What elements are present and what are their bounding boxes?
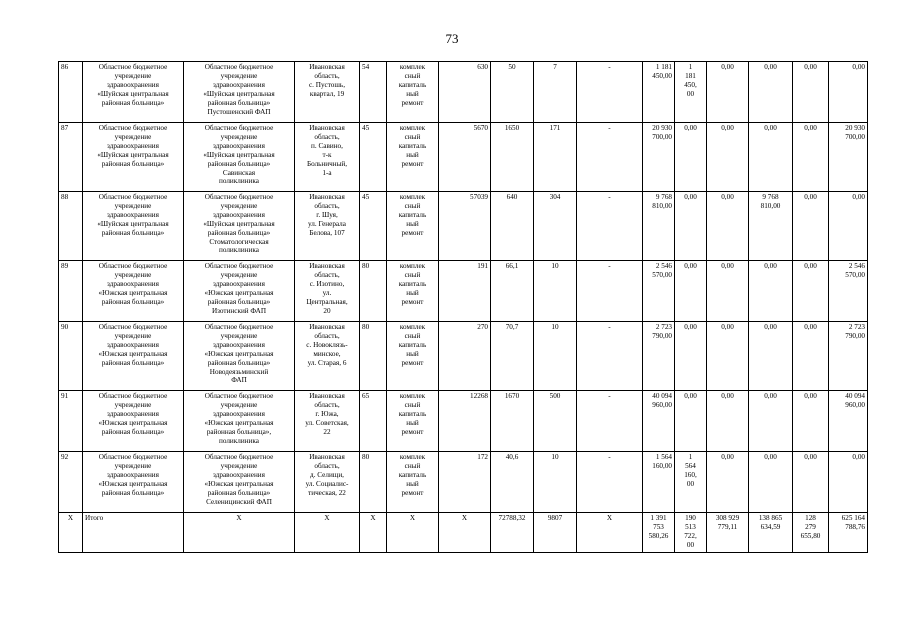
- table-row: [59, 322, 868, 391]
- row-number: 86: [59, 62, 83, 123]
- value-cell: 40,6: [491, 452, 534, 513]
- value-cell: 1650: [491, 123, 534, 192]
- own-funds-cell: 20 930 700,00: [829, 123, 868, 192]
- regional-cell: 9 768 810,00: [749, 192, 793, 261]
- area-cell: 191: [439, 261, 491, 322]
- row-number: X: [59, 513, 83, 553]
- row-number: 91: [59, 391, 83, 452]
- wear-cell: 45: [360, 192, 387, 261]
- value-cell: 10: [534, 322, 577, 391]
- object-cell: Областное бюджетное учреждение здравоохранения «Южская центральная районная больница» Изотинский ФАП: [184, 261, 295, 322]
- wear-cell: X: [360, 513, 387, 553]
- wear-cell: 80: [360, 322, 387, 391]
- owner-cell: Областное бюджетное учреждение здравоохранения «Южская центральная районная больница»: [83, 391, 184, 452]
- fund-cell: 1 181 450, 00: [675, 62, 707, 123]
- value-cell: 10: [534, 261, 577, 322]
- table-row: [59, 391, 868, 452]
- regional-cell: 0,00: [749, 452, 793, 513]
- object-cell: Областное бюджетное учреждение здравоохранения «Шуйская центральная районная больница» Стоматологическая поликлиника: [184, 192, 295, 261]
- municipal-cell: 0,00: [793, 123, 829, 192]
- address-cell: Ивановская область, п. Савино, т-к Больничный, 1-а: [295, 123, 360, 192]
- value-cell: 50: [491, 62, 534, 123]
- address-cell: X: [295, 513, 360, 553]
- value-cell: -: [577, 322, 643, 391]
- value-cell: -: [577, 391, 643, 452]
- municipal-cell: 0,00: [793, 391, 829, 452]
- address-cell: Ивановская область, с. Изотино, ул. Центральная, 20: [295, 261, 360, 322]
- total-cost-cell: 1 564 160,00: [643, 452, 675, 513]
- municipal-cell: 128 279 655,80: [793, 513, 829, 553]
- value-cell: -: [577, 192, 643, 261]
- table-row: [59, 452, 868, 513]
- row-number: 89: [59, 261, 83, 322]
- object-cell: X: [184, 513, 295, 553]
- value-cell: 7: [534, 62, 577, 123]
- own-funds-cell: 40 094 960,00: [829, 391, 868, 452]
- table-row: [59, 192, 868, 261]
- fund-cell: 0,00: [675, 391, 707, 452]
- address-cell: Ивановская область, с. Новоклязь- минское, ул. Старая, 6: [295, 322, 360, 391]
- own-funds-cell: 625 164 788,76: [829, 513, 868, 553]
- total-cost-cell: 1 391 753 580,26: [643, 513, 675, 553]
- owner-cell: Областное бюджетное учреждение здравоохранения «Южская центральная районная больница»: [83, 261, 184, 322]
- page-number: 73: [445, 31, 459, 46]
- work-type-cell: комплек сный капиталь ный ремонт: [387, 123, 439, 192]
- federal-cell: 0,00: [707, 62, 749, 123]
- own-funds-cell: 0,00: [829, 452, 868, 513]
- object-cell: Областное бюджетное учреждение здравоохранения «Южская центральная районная больница» Селеницинский ФАП: [184, 452, 295, 513]
- municipal-cell: 0,00: [793, 62, 829, 123]
- area-cell: 270: [439, 322, 491, 391]
- row-number: 87: [59, 123, 83, 192]
- total-cost-cell: 9 768 810,00: [643, 192, 675, 261]
- row-number: 92: [59, 452, 83, 513]
- fund-cell: 0,00: [675, 123, 707, 192]
- federal-cell: 308 929 779,11: [707, 513, 749, 553]
- regional-cell: 138 865 634,59: [749, 513, 793, 553]
- row-number: 88: [59, 192, 83, 261]
- total-cost-cell: 20 930 700,00: [643, 123, 675, 192]
- wear-cell: 54: [360, 62, 387, 123]
- own-funds-cell: 2 723 790,00: [829, 322, 868, 391]
- owner-cell: Областное бюджетное учреждение здравоохранения «Южская центральная районная больница»: [83, 322, 184, 391]
- fund-cell: 190 513 722, 00: [675, 513, 707, 553]
- federal-cell: 0,00: [707, 391, 749, 452]
- address-cell: Ивановская область, с. Пустошь, квартал, 19: [295, 62, 360, 123]
- federal-cell: 0,00: [707, 123, 749, 192]
- owner-cell: Областное бюджетное учреждение здравоохранения «Шуйская центральная районная больница»: [83, 62, 184, 123]
- address-cell: Ивановская область, д. Селищи, ул. Социалис- тическая, 22: [295, 452, 360, 513]
- value-cell: X: [577, 513, 643, 553]
- municipal-cell: 0,00: [793, 452, 829, 513]
- federal-cell: 0,00: [707, 192, 749, 261]
- value-cell: 1670: [491, 391, 534, 452]
- wear-cell: 80: [360, 452, 387, 513]
- federal-cell: 0,00: [707, 322, 749, 391]
- regional-cell: 0,00: [749, 123, 793, 192]
- work-type-cell: комплек сный капиталь ный ремонт: [387, 192, 439, 261]
- area-cell: X: [439, 513, 491, 553]
- total-cost-cell: 1 181 450,00: [643, 62, 675, 123]
- work-type-cell: комплек сный капиталь ный ремонт: [387, 452, 439, 513]
- object-cell: Областное бюджетное учреждение здравоохранения «Шуйская центральная районная больница» Савинская поликлиника: [184, 123, 295, 192]
- owner-cell: Областное бюджетное учреждение здравоохранения «Шуйская центральная районная больница»: [83, 192, 184, 261]
- value-cell: 304: [534, 192, 577, 261]
- address-cell: Ивановская область, г. Шуя, ул. Генерала Белова, 107: [295, 192, 360, 261]
- fund-cell: 0,00: [675, 322, 707, 391]
- value-cell: 640: [491, 192, 534, 261]
- total-label: Итого: [83, 513, 184, 553]
- wear-cell: 45: [360, 123, 387, 192]
- object-cell: Областное бюджетное учреждение здравоохранения «Южская центральная районная больница» Новодеязьминский ФАП: [184, 322, 295, 391]
- own-funds-cell: 2 546 570,00: [829, 261, 868, 322]
- area-cell: 12268: [439, 391, 491, 452]
- total-row: [59, 513, 868, 553]
- federal-cell: 0,00: [707, 261, 749, 322]
- table-row: [59, 62, 868, 123]
- value-cell: 9807: [534, 513, 577, 553]
- fund-cell: 1 564 160, 00: [675, 452, 707, 513]
- area-cell: 5670: [439, 123, 491, 192]
- value-cell: 500: [534, 391, 577, 452]
- object-cell: Областное бюджетное учреждение здравоохранения «Шуйская центральная районная больница» Пустошенский ФАП: [184, 62, 295, 123]
- regional-cell: 0,00: [749, 322, 793, 391]
- area-cell: 630: [439, 62, 491, 123]
- wear-cell: 65: [360, 391, 387, 452]
- regional-cell: 0,00: [749, 391, 793, 452]
- regional-cell: 0,00: [749, 62, 793, 123]
- row-number: 90: [59, 322, 83, 391]
- area-cell: 57039: [439, 192, 491, 261]
- municipal-cell: 0,00: [793, 261, 829, 322]
- work-type-cell: X: [387, 513, 439, 553]
- value-cell: 66,1: [491, 261, 534, 322]
- table-row: [59, 261, 868, 322]
- owner-cell: Областное бюджетное учреждение здравоохранения «Шуйская центральная районная больница»: [83, 123, 184, 192]
- municipal-cell: 0,00: [793, 192, 829, 261]
- work-type-cell: комплек сный капиталь ный ремонт: [387, 322, 439, 391]
- value-cell: -: [577, 62, 643, 123]
- work-type-cell: комплек сный капиталь ный ремонт: [387, 261, 439, 322]
- table-row: [59, 123, 868, 192]
- work-type-cell: комплек сный капиталь ный ремонт: [387, 62, 439, 123]
- municipal-cell: 0,00: [793, 322, 829, 391]
- object-cell: Областное бюджетное учреждение здравоохранения «Южская центральная районная больница», поликлиника: [184, 391, 295, 452]
- wear-cell: 80: [360, 261, 387, 322]
- own-funds-cell: 0,00: [829, 192, 868, 261]
- renovation-table: [58, 61, 868, 553]
- owner-cell: Областное бюджетное учреждение здравоохранения «Южская центральная районная больница»: [83, 452, 184, 513]
- value-cell: 171: [534, 123, 577, 192]
- fund-cell: 0,00: [675, 192, 707, 261]
- total-cost-cell: 40 094 960,00: [643, 391, 675, 452]
- fund-cell: 0,00: [675, 261, 707, 322]
- area-cell: 172: [439, 452, 491, 513]
- value-cell: -: [577, 261, 643, 322]
- address-cell: Ивановская область, г. Южа, ул. Советская, 22: [295, 391, 360, 452]
- total-cost-cell: 2 723 790,00: [643, 322, 675, 391]
- total-cost-cell: 2 546 570,00: [643, 261, 675, 322]
- own-funds-cell: 0,00: [829, 62, 868, 123]
- federal-cell: 0,00: [707, 452, 749, 513]
- work-type-cell: комплек сный капиталь ный ремонт: [387, 391, 439, 452]
- value-cell: 10: [534, 452, 577, 513]
- value-cell: 70,7: [491, 322, 534, 391]
- value-cell: -: [577, 123, 643, 192]
- regional-cell: 0,00: [749, 261, 793, 322]
- value-cell: 72788,32: [491, 513, 534, 553]
- value-cell: -: [577, 452, 643, 513]
